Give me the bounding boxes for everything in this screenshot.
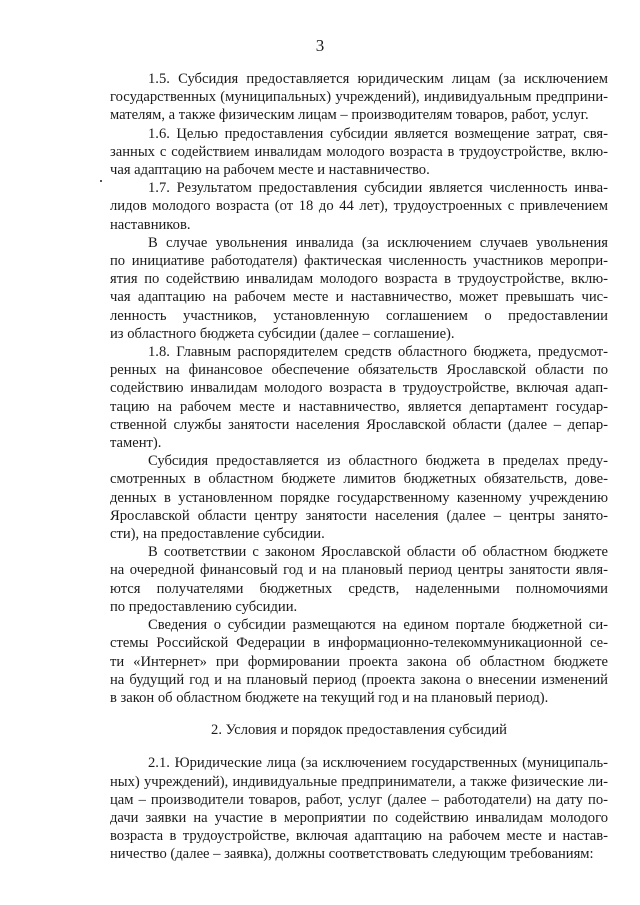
section-heading: 2. Условия и порядок предоставления субсидий	[211, 722, 507, 739]
text-line: 1.6. Целью предоставления субсидии является возмещение затрат, свя-	[148, 125, 608, 142]
paragraphs-before	[110, 70, 608, 707]
text-line: Субсидия предоставляется из областного бюджета в пределах преду-	[148, 453, 608, 470]
text-line: ственной службы занятости населения Ярославской области (далее – депар-	[110, 416, 608, 433]
paragraph	[110, 754, 608, 863]
text-line: наставников.	[110, 216, 191, 233]
text-line: ленность участников, установленную соглашением о предоставлении	[110, 307, 608, 324]
text-line: сти), на предоставление субсидии.	[110, 526, 325, 543]
text-line: 2.1. Юридические лица (за исключением государственных (муниципаль-	[148, 755, 608, 772]
text-line: ренных на финансовое обеспечение обязательств Ярославской области по	[110, 362, 608, 379]
text-line: стемы Российской Федерации в информационно-телекоммуникационной се-	[110, 635, 608, 652]
text-line: ются получателями бюджетных средств, наделенными полномочиями	[110, 580, 608, 597]
document-body	[110, 70, 608, 864]
text-line: Ярославской области центру занятости населения (далее – центры занято-	[110, 507, 608, 524]
text-line: мателям, а также физическим лицам – производителям товаров, работ, услуг.	[110, 107, 589, 124]
text-line: содействию инвалидам молодого возраста в трудоустройстве, включая адап-	[110, 380, 608, 397]
text-line: возраста в трудоустройстве, включая адаптацию на рабочем месте и настав-	[110, 828, 608, 845]
paragraph	[110, 125, 608, 180]
text-line: ничество (далее – заявка), должны соответствовать следующим требованиям:	[110, 846, 594, 863]
paragraph	[110, 543, 608, 616]
text-line: из областного бюджета субсидии (далее – соглашение).	[110, 325, 455, 342]
paragraph	[110, 179, 608, 234]
paragraph	[110, 616, 608, 707]
page-number: 3	[315, 36, 325, 55]
paragraph	[110, 234, 608, 343]
paragraph	[110, 70, 608, 125]
text-line: ятия по содействию инвалидам молодого возраста в трудоустройстве, вклю-	[110, 271, 608, 288]
text-line: в закон об областном бюджете на текущий год и на плановый период).	[110, 689, 549, 706]
text-line: ных) учреждений), индивидуальные предприниматели, а также физические ли-	[110, 773, 608, 790]
text-line: чая адаптацию на рабочем месте и наставничество, может превышать чис-	[110, 289, 608, 306]
text-line: смотренных в областном бюджете лимитов бюджетных обязательств, дове-	[110, 471, 608, 488]
text-line: 1.5. Субсидия предоставляется юридическим лицам (за исключением	[148, 71, 608, 87]
paragraph	[110, 343, 608, 452]
text-line: цам – производители товаров, работ, услуг (далее – работодатели) на дату по-	[110, 791, 608, 808]
text-line: лидов молодого возраста (от 18 до 44 лет), трудоустроенных с привлечением	[110, 198, 608, 215]
text-line: дачи заявки на участие в мероприятии по содействию инвалидам молодого	[110, 809, 608, 826]
text-line: Сведения о субсидии размещаются на едином портале бюджетной си-	[148, 617, 608, 634]
paragraphs-after	[110, 754, 608, 863]
text-line: на очередной финансовый год и на плановый период центры занятости явля-	[110, 562, 608, 579]
text-line: ти «Интернет» при формировании проекта закона об областном бюджете	[110, 653, 608, 670]
text-line: по предоставлению субсидии.	[110, 598, 298, 615]
text-line: тамент).	[110, 435, 162, 452]
text-line: занных с содействием инвалидам молодого возраста в трудоустройстве, вклю-	[110, 143, 608, 160]
text-line: денных в установленном порядке государственному казенному учреждению	[110, 489, 608, 506]
text-line: В соответствии с законом Ярославской области об областном бюджете	[148, 544, 608, 561]
text-line: чая адаптацию на рабочем месте и наставничество.	[110, 162, 430, 179]
text-line: В случае увольнения инвалида (за исключением случаев увольнения	[148, 234, 608, 251]
text-line: тацию на рабочем месте и наставничество, является департамент государ-	[110, 398, 608, 415]
margin-mark	[100, 180, 102, 182]
text-line: на будущий год и на плановый период (проекта закона о внесении изменений	[110, 671, 608, 688]
text-line: по инициативе работодателя) фактическая численность участников меропри-	[110, 253, 608, 270]
paragraph	[110, 452, 608, 543]
text-line: 1.8. Главным распорядителем средств областного бюджета, предусмот-	[148, 344, 608, 361]
text-line: 1.7. Результатом предоставления субсидии является численность инва-	[148, 180, 608, 197]
text-line: государственных (муниципальных) учреждений), индивидуальным предприни-	[110, 89, 608, 106]
